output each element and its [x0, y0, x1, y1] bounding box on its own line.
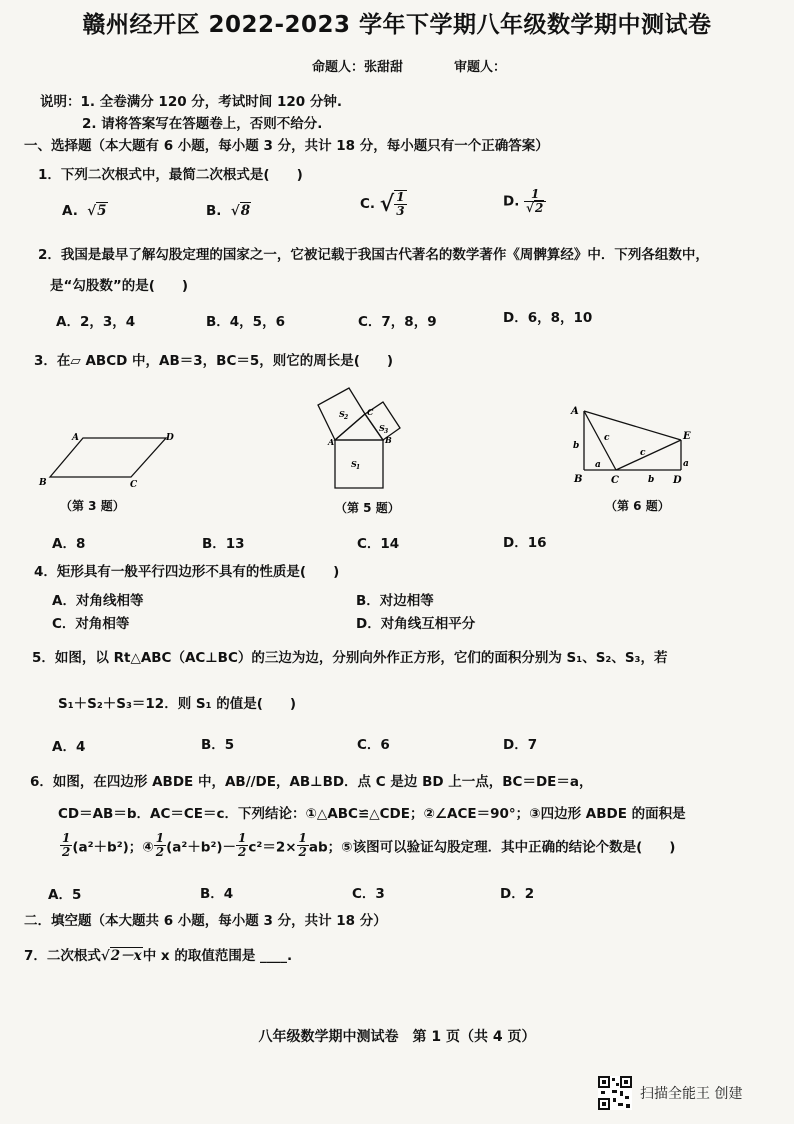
svg-text:B: B [385, 435, 392, 445]
q3-option-d: D．16 [503, 535, 547, 551]
q6-option-b: B．4 [200, 886, 234, 902]
figure-trapezoid-abde [568, 400, 698, 490]
q4-option-a: A．对角线相等 [52, 593, 144, 609]
svg-text:C: C [611, 475, 619, 486]
reviewer-label: 审题人： [454, 60, 507, 75]
svg-text:S: S [379, 423, 385, 433]
q6-option-d: D．2 [500, 886, 535, 902]
svg-text:b: b [648, 475, 655, 485]
q2-option-b: B．4，5，6 [206, 314, 285, 330]
q5-option-c: C．6 [357, 737, 390, 753]
q4-stem: 4．矩形具有一般平行四边形不具有的性质是( ) [34, 564, 340, 580]
section2-heading: 二．填空题（本大题共 6 小题，每小题 3 分，共计 18 分） [24, 913, 387, 929]
q3-option-b: B．13 [202, 536, 245, 552]
q3-option-a: A．8 [52, 536, 86, 552]
svg-text:A: A [72, 433, 79, 443]
q1-option-b: B. √8 [206, 203, 251, 219]
scanner-watermark: 扫描全能王 创建 [640, 1086, 743, 1102]
svg-text:3: 3 [384, 428, 389, 435]
svg-text:B: B [39, 478, 47, 488]
q5-option-d: D．7 [503, 737, 538, 753]
q6-stem-line2: CD＝AB＝b．AC＝CE＝c．下列结论：①△ABC≌△CDE；②∠ACE＝90°；③四边形 ABDE 的面积是 [58, 806, 686, 822]
svg-text:a: a [683, 459, 689, 469]
q2-stem-line1: 2．我国是最早了解勾股定理的国家之一，它被记载于我国古代著名的数学著作《周髀算经》中．下列各组数中， [38, 247, 709, 263]
q2-stem-line2: 是“勾股数”的是( ) [50, 278, 189, 294]
qr-code-icon [598, 1076, 632, 1110]
setter-label: 命题人：张甜甜 [312, 60, 404, 75]
page-title: 赣州经开区 2022-2023 学年下学期八年级数学期中测试卷 [82, 12, 712, 38]
q5-stem-line1: 5．如图，以 Rt△ABC（AC⊥BC）的三边为边，分别向外作正方形，它们的面积分别为 S₁、S₂、S₃，若 [32, 650, 668, 666]
page-footer: 八年级数学期中测试卷 第 1 页（共 4 页） [258, 1029, 536, 1045]
svg-text:C: C [367, 407, 374, 417]
q4-option-d: D．对角线互相平分 [356, 616, 476, 632]
q6-option-c: C．3 [352, 886, 385, 902]
q5-option-a: A．4 [52, 739, 86, 755]
svg-text:E: E [683, 431, 691, 442]
svg-text:S: S [339, 409, 345, 419]
q1-option-a: A. √5 [62, 203, 107, 219]
svg-text:C: C [130, 480, 138, 490]
q3-stem: 3．在▱ ABCD 中，AB＝3，BC＝5，则它的周长是( ) [34, 353, 394, 369]
note-line-1: 说明：1. 全卷满分 120 分，考试时间 120 分钟. [40, 94, 343, 110]
svg-text:c: c [604, 433, 610, 443]
svg-text:A: A [571, 406, 579, 417]
fig5-caption: （第 5 题） [335, 501, 400, 515]
svg-text:1: 1 [356, 464, 361, 471]
svg-text:B: B [574, 474, 583, 485]
q5-option-b: B．5 [201, 737, 235, 753]
q7-stem: 7．二次根式√2－x中 x 的取值范围是 ____. [24, 948, 293, 964]
section1-heading: 一、选择题（本大题有 6 小题，每小题 3 分，共计 18 分，每小题只有一个正确答案） [24, 138, 549, 154]
q6-stem-line1: 6．如图，在四边形 ABDE 中，AB//DE，AB⊥BD．点 C 是边 BD 上一点，BC＝DE＝a， [30, 774, 593, 790]
figure-parallelogram [30, 425, 190, 495]
q4-option-c: C．对角相等 [52, 616, 130, 632]
svg-text:S: S [351, 459, 357, 469]
q1-stem: 1．下列二次根式中，最简二次根式是( ) [38, 167, 303, 183]
q4-option-b: B．对边相等 [356, 593, 434, 609]
svg-text:D: D [166, 433, 174, 443]
figure-pythagoras-squares [315, 385, 415, 495]
q6-stem-line3: $\frac{1}{2}$ (a²＋b²)；④ $\frac{1}{2}$ (a²＋b²)－ $\frac{1}{2}$ c²＝2× $\frac{1}{2}$ ab；⑤该图可以验证勾股定理．其中正确的结论个数是( ) [62, 831, 676, 859]
fig3-caption: （第 3 题） [60, 499, 125, 513]
svg-text:A: A [328, 437, 335, 447]
q2-option-a: A．2，3，4 [56, 314, 136, 330]
note-line-2: 2. 请将答案写在答题卷上，否则不给分. [82, 116, 323, 132]
q3-option-c: C．14 [357, 536, 400, 552]
q6-option-a: A．5 [48, 887, 82, 903]
q5-stem-line2: S₁＋S₂＋S₃＝12．则 S₁ 的值是( ) [58, 696, 297, 712]
q1-option-c: C. √ $\frac{1}{3}$ [360, 190, 405, 218]
svg-text:b: b [573, 441, 580, 451]
svg-text:a: a [595, 460, 601, 470]
q2-option-d: D．6，8，10 [503, 310, 593, 326]
svg-text:c: c [640, 448, 646, 458]
q2-option-c: C．7，8，9 [358, 314, 437, 330]
svg-text:D: D [673, 475, 682, 486]
svg-text:2: 2 [344, 414, 349, 421]
fig6-caption: （第 6 题） [605, 499, 670, 513]
q1-option-d: D. $\frac{1}{√2}$ [503, 188, 546, 215]
